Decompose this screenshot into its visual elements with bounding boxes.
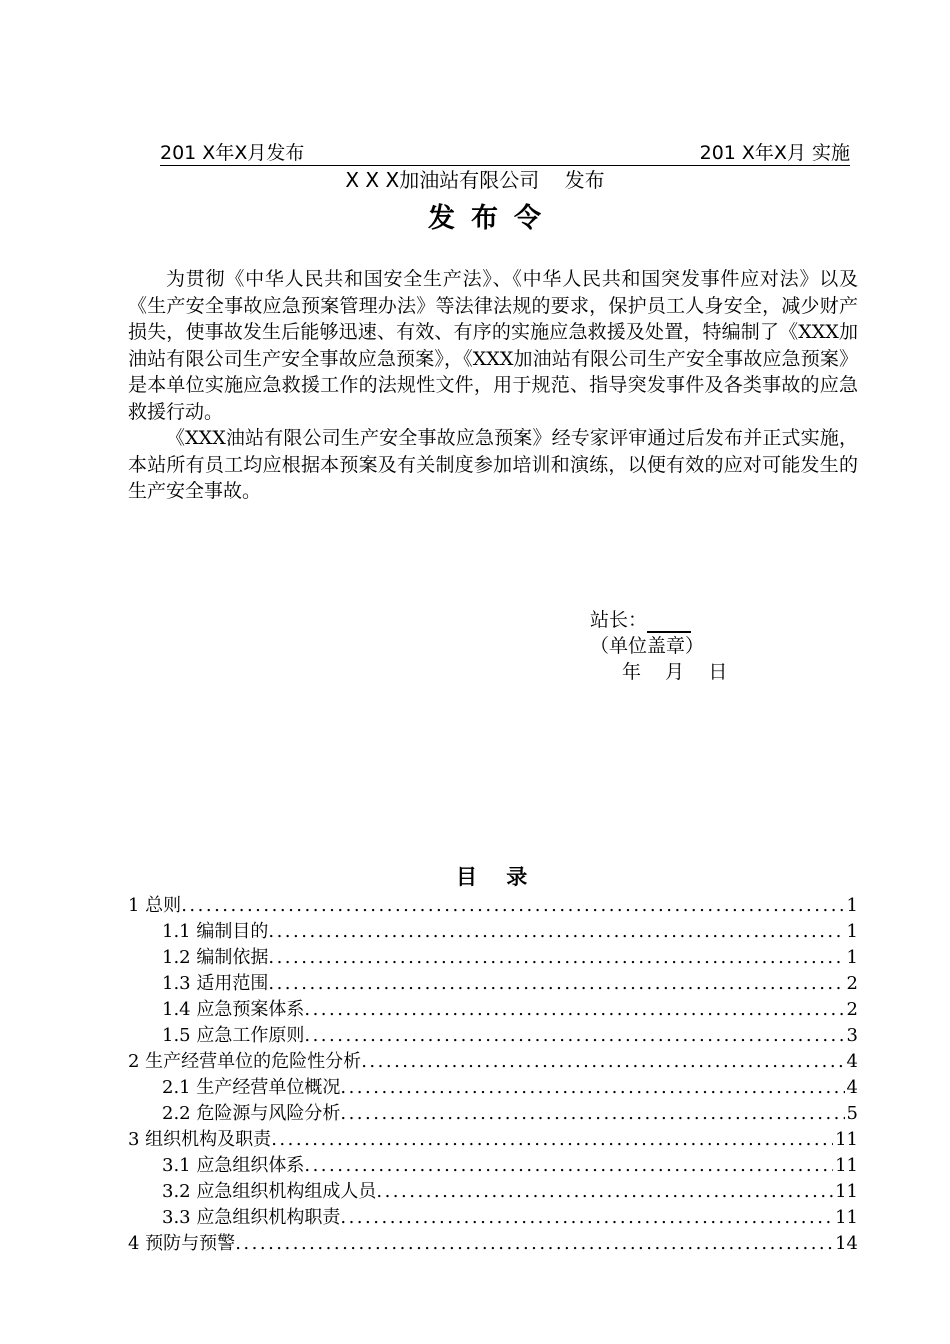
toc-entry-page: 4 bbox=[846, 1051, 858, 1072]
table-of-contents bbox=[128, 893, 858, 1257]
toc-entry-label: 1 总则 bbox=[128, 895, 182, 916]
toc-entry-page: 11 bbox=[835, 1129, 858, 1150]
page-title: 发布令 bbox=[428, 203, 557, 234]
toc-entry-page: 11 bbox=[835, 1181, 858, 1202]
toc-entry-label: 3.2 应急组织机构组成人员 bbox=[162, 1181, 377, 1202]
toc-leader-dots bbox=[268, 919, 844, 945]
toc-entry[interactable] bbox=[128, 1231, 858, 1257]
toc-entry-label: 1.4 应急预案体系 bbox=[162, 999, 305, 1020]
toc-entry[interactable] bbox=[128, 945, 858, 971]
toc-entry[interactable] bbox=[128, 1049, 858, 1075]
toc-entry-page: 11 bbox=[835, 1155, 858, 1176]
toc-leader-dots bbox=[340, 1101, 844, 1127]
toc-entry[interactable] bbox=[128, 893, 858, 919]
toc-entry[interactable] bbox=[128, 919, 858, 945]
toc-entry[interactable] bbox=[128, 1075, 858, 1101]
toc-leader-dots bbox=[304, 997, 844, 1023]
toc-leader-dots bbox=[340, 1075, 844, 1101]
toc-entry[interactable] bbox=[128, 997, 858, 1023]
toc-leader-dots bbox=[268, 945, 844, 971]
signature-line bbox=[647, 611, 691, 633]
toc-entry-page: 4 bbox=[846, 1077, 858, 1098]
toc-leader-dots bbox=[361, 1049, 844, 1075]
company-line: X X X加油站有限公司 发布 bbox=[345, 168, 605, 192]
toc-entry-page: 11 bbox=[835, 1207, 858, 1228]
release-date: 201 X年X月发布 bbox=[160, 142, 305, 164]
toc-entry[interactable] bbox=[128, 1023, 858, 1049]
toc-entry[interactable] bbox=[128, 1127, 858, 1153]
toc-leader-dots bbox=[235, 1231, 833, 1257]
toc-title: 目 录 bbox=[456, 864, 528, 889]
toc-entry-page: 1 bbox=[846, 895, 858, 916]
toc-entry-label: 1.5 应急工作原则 bbox=[162, 1025, 305, 1046]
release-header bbox=[160, 141, 850, 166]
toc-entry-page: 3 bbox=[846, 1025, 858, 1046]
toc-entry-label: 2.2 危险源与风险分析 bbox=[162, 1103, 341, 1124]
toc-entry-label: 4 预防与预警 bbox=[128, 1233, 236, 1254]
toc-entry-page: 2 bbox=[846, 999, 858, 1020]
toc-entry-page: 5 bbox=[846, 1103, 858, 1124]
toc-entry-label: 1.3 适用范围 bbox=[162, 973, 269, 994]
date-line: 年 月 日 bbox=[622, 661, 728, 683]
paragraph: 《XXX油站有限公司生产安全事故应急预案》经专家评审通过后发布并正式实施，本站所有员工均应根据本预案及有关制度参加培训和演练，以便有效的应对可能发生的生产安全事故。 bbox=[128, 427, 858, 502]
chief-label: 站长： bbox=[590, 609, 648, 631]
paragraph: 为贯彻《中华人民共和国安全生产法》、《中华人民共和国突发事件应对法》以及《生产安全事故应急预案管理办法》等法律法规的要求，保护员工人身安全，减少财产损失，使事故发生后能够迅速、有效、有序的实施应急救援及处置，特编制了《XXX加油站有限公司生产安全事故应急预案》，《XXX加油站有限公司生产安全事故应急预案》是本单位实施应急救援工作的法规性文件，用于规范、指导突发事件及各类事故的应急救援行动。 bbox=[128, 268, 858, 423]
toc-entry-label: 3 组织机构及职责 bbox=[128, 1129, 272, 1150]
toc-entry[interactable] bbox=[128, 1179, 858, 1205]
toc-leader-dots bbox=[181, 893, 844, 919]
toc-entry-label: 3.1 应急组织体系 bbox=[162, 1155, 305, 1176]
toc-entry-label: 2 生产经营单位的危险性分析 bbox=[128, 1051, 362, 1072]
toc-leader-dots bbox=[376, 1179, 833, 1205]
toc-entry-label: 1.1 编制目的 bbox=[162, 921, 269, 942]
toc-entry-label: 2.1 生产经营单位概况 bbox=[162, 1077, 341, 1098]
toc-entry-label: 3.3 应急组织机构职责 bbox=[162, 1207, 341, 1228]
toc-entry-page: 1 bbox=[846, 947, 858, 968]
decree-body bbox=[128, 266, 858, 505]
toc-entry-page: 2 bbox=[846, 973, 858, 994]
toc-entry[interactable] bbox=[128, 1153, 858, 1179]
toc-entry-page: 14 bbox=[835, 1233, 858, 1254]
toc-entry[interactable] bbox=[128, 971, 858, 997]
seal-label: （单位盖章） bbox=[590, 635, 705, 657]
toc-entry[interactable] bbox=[128, 1101, 858, 1127]
toc-entry-page: 1 bbox=[846, 921, 858, 942]
toc-entry-label: 1.2 编制依据 bbox=[162, 947, 269, 968]
toc-leader-dots bbox=[271, 1127, 833, 1153]
toc-entry[interactable] bbox=[128, 1205, 858, 1231]
effective-date: 201 X年X月 实施 bbox=[699, 142, 850, 164]
toc-leader-dots bbox=[268, 971, 844, 997]
toc-leader-dots bbox=[304, 1023, 844, 1049]
toc-leader-dots bbox=[304, 1153, 833, 1179]
toc-leader-dots bbox=[340, 1205, 833, 1231]
signature-block bbox=[590, 607, 727, 685]
